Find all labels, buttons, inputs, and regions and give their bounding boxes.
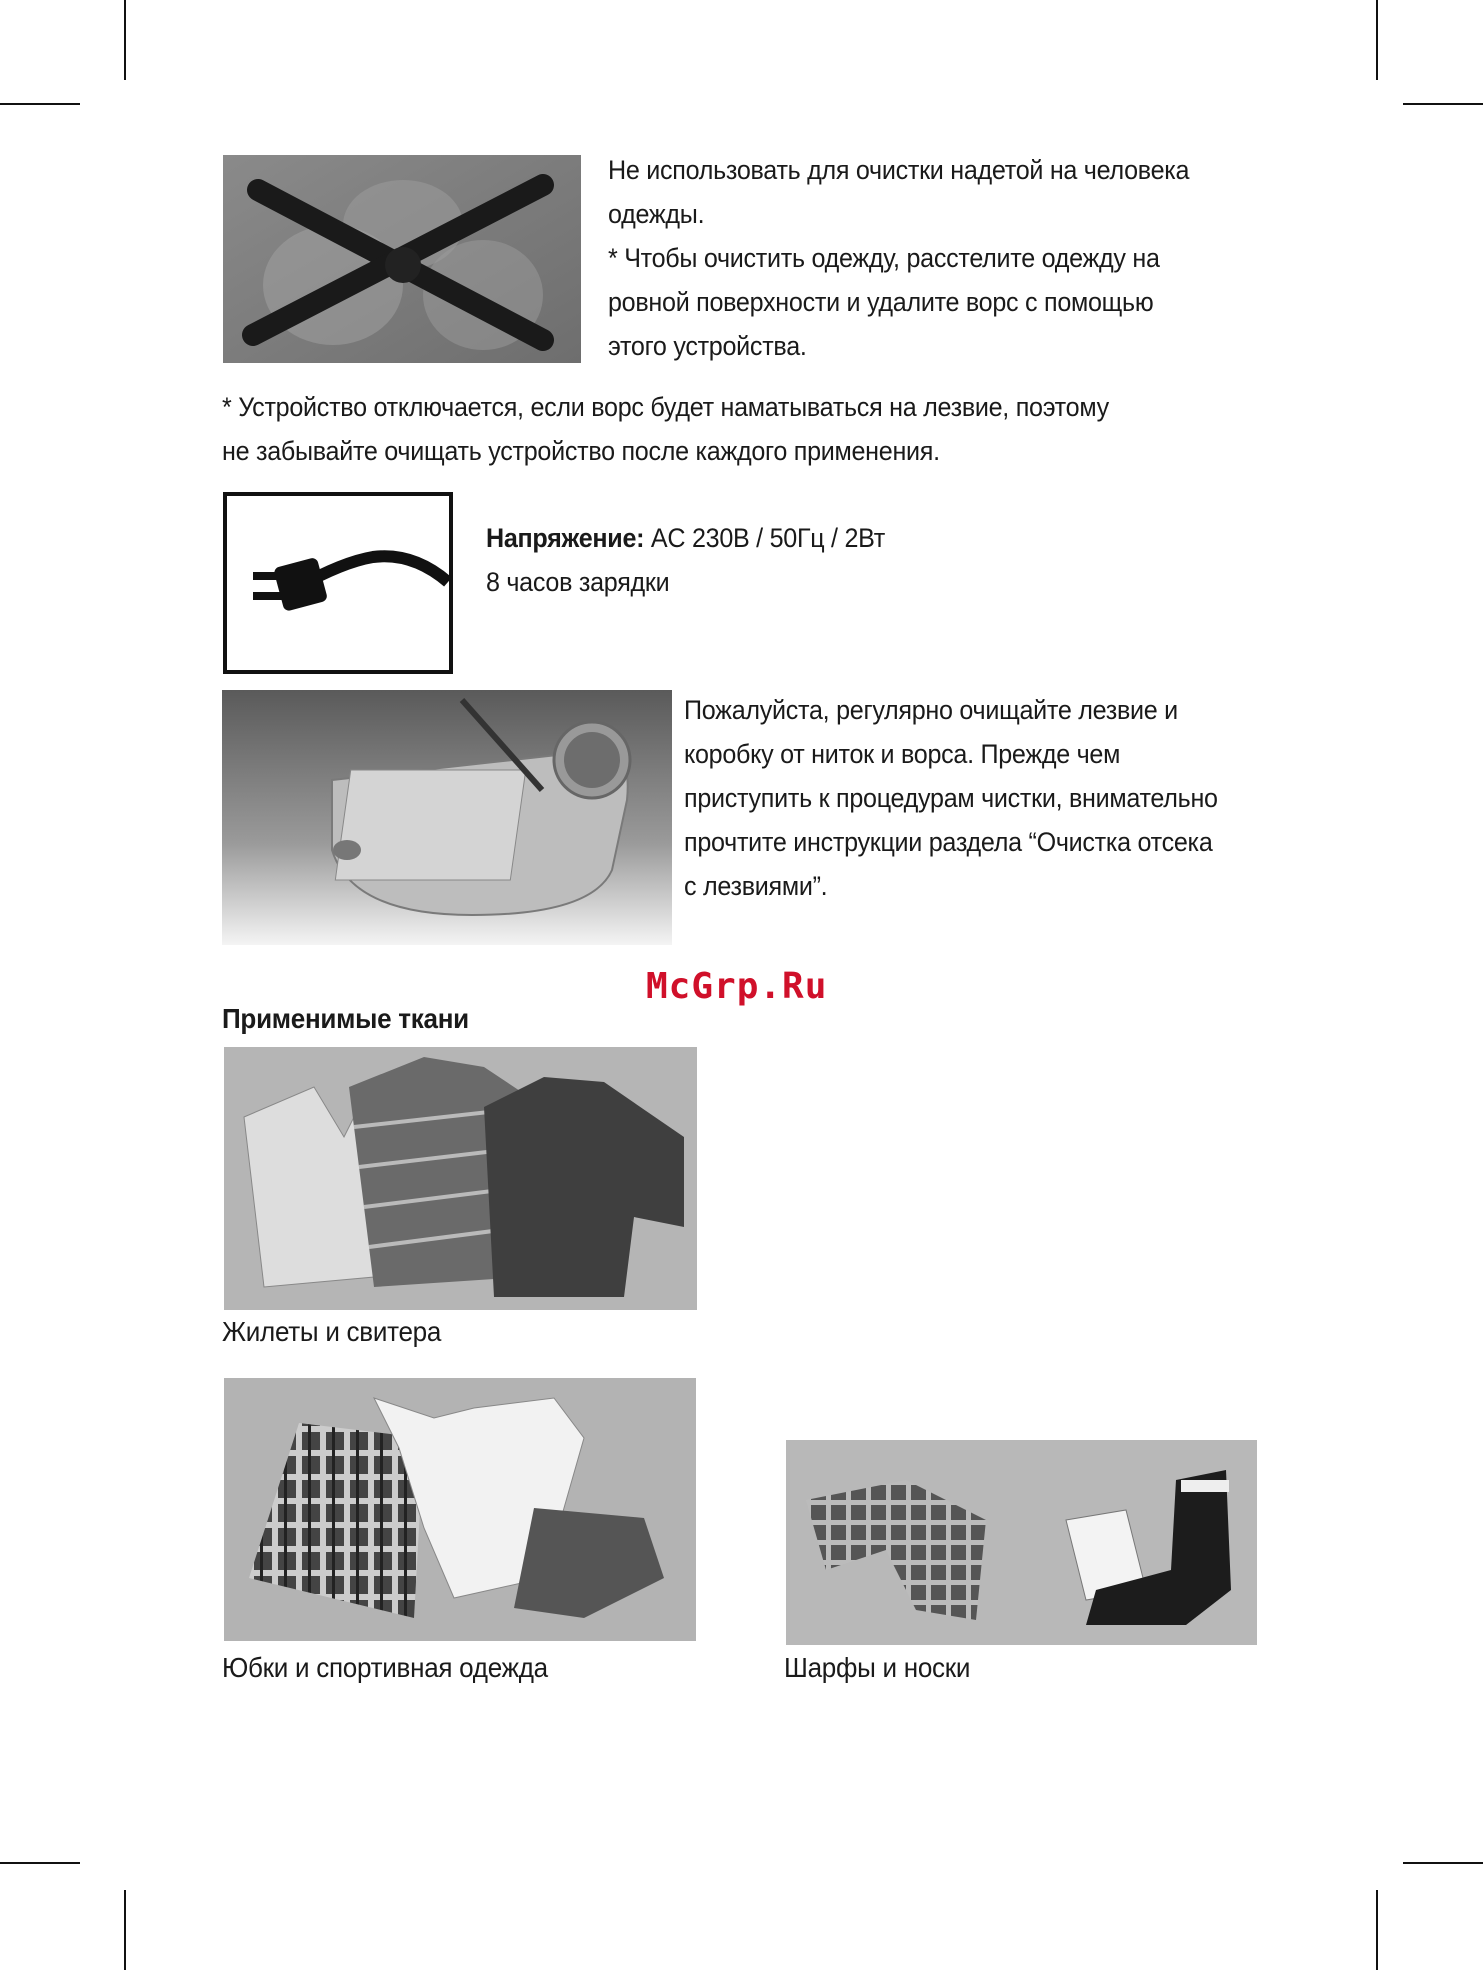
crop-mark bbox=[0, 1862, 80, 1864]
usage-warning-text bbox=[608, 148, 1222, 368]
device-cleaning-image bbox=[222, 690, 672, 945]
text-line: этого устройства. bbox=[608, 331, 807, 361]
text-line: коробку от ниток и ворса. Прежде чем bbox=[684, 739, 1121, 769]
no-wearing-clothes-image bbox=[223, 155, 581, 363]
watermark: McGrp.Ru bbox=[646, 966, 828, 1007]
crop-mark bbox=[124, 0, 126, 80]
text-line: с лезвиями”. bbox=[684, 871, 828, 901]
vests-caption: Жилеты и свитера bbox=[222, 1316, 442, 1347]
charge-time: 8 часов зарядки bbox=[486, 567, 670, 597]
crop-mark bbox=[1403, 103, 1483, 105]
crop-mark bbox=[1403, 1862, 1483, 1864]
skirts-sportswear-image bbox=[224, 1378, 696, 1641]
scarves-caption: Шарфы и носки bbox=[784, 1652, 971, 1683]
power-spec bbox=[486, 516, 1137, 604]
text-line: одежды. bbox=[608, 199, 705, 229]
crop-mark bbox=[0, 103, 80, 105]
voltage-label: Напряжение: bbox=[486, 523, 645, 553]
skirts-caption: Юбки и спортивная одежда bbox=[222, 1652, 548, 1683]
crop-mark bbox=[1376, 1890, 1378, 1970]
scarves-socks-image bbox=[786, 1440, 1257, 1645]
text-line: * Устройство отключается, если ворс будет наматываться на лезвие, поэтому bbox=[222, 392, 1109, 422]
text-line: Пожалуйста, регулярно очищайте лезвие и bbox=[684, 695, 1178, 725]
text-line: не забывайте очищать устройство после каждого применения. bbox=[222, 436, 940, 466]
cleaning-instructions-text bbox=[684, 688, 1261, 908]
blade-note-text bbox=[222, 385, 1245, 473]
text-line: * Чтобы очистить одежду, расстелите одежду на bbox=[608, 243, 1160, 273]
crop-mark bbox=[1376, 0, 1378, 80]
text-line: ровной поверхности и удалите ворс с помощью bbox=[608, 287, 1154, 317]
voltage-line bbox=[486, 516, 1137, 560]
voltage-value: AC 230В / 50Гц / 2Вт bbox=[644, 523, 885, 553]
vests-sweaters-image bbox=[224, 1047, 697, 1310]
text-line: Не использовать для очистки надетой на человека bbox=[608, 155, 1190, 185]
crop-mark bbox=[124, 1890, 126, 1970]
text-line: приступить к процедурам чистки, внимательно bbox=[684, 783, 1218, 813]
power-plug-image bbox=[223, 492, 453, 674]
text-line: прочтите инструкции раздела “Очистка отсека bbox=[684, 827, 1213, 857]
fabrics-heading: Применимые ткани bbox=[222, 1003, 469, 1034]
